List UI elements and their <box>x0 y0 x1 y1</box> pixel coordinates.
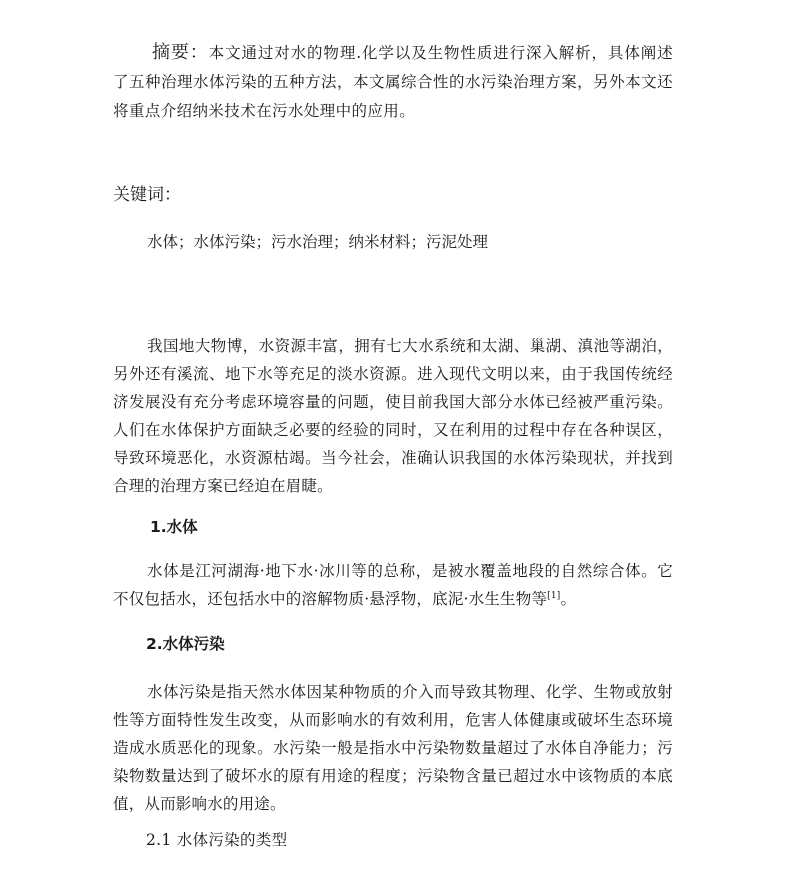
abstract-label: 摘要： <box>152 42 209 63</box>
water-body-paragraph <box>113 557 673 613</box>
keywords-list: 水体；水体污染；污水治理；纳米材料；污泥处理 <box>147 233 489 251</box>
water-body-text-end: 。 <box>560 590 577 608</box>
keywords-heading: 关键词： <box>113 185 181 205</box>
section-heading-water-pollution: 2.水体污染 <box>146 635 225 653</box>
subsection-heading-pollution-types: 2.1 水体污染的类型 <box>146 831 288 849</box>
abstract-text: 本文通过对水的物理.化学以及生物性质进行深入解析，具体阐述了五种治理水体污染的五种方法，本文属综合性的水污染治理方案，另外本文还将重点介绍纳米技术在污水处理中的应用。 <box>113 44 674 120</box>
water-body-text: 水体是江河湖海·地下水·冰川等的总称，是被水覆盖地段的自然综合体。它不仅包括水，还包括水中的溶解物质·悬浮物，底泥·水生生物等 <box>113 562 673 608</box>
water-pollution-paragraph: 水体污染是指天然水体因某种物质的介入而导致其物理、化学、生物或放射性等方面特性发生改变，从而影响水的有效利用，危害人体健康或破坏生态环境造成水质恶化的现象。水污染一般是指水中污染物数量超过了水体自净能力；污染物数量达到了破坏水的原有用途的程度；污染物含量已超过水中该物质的本底值，从而影响水的用途。 <box>113 683 673 813</box>
citation-ref: [1] <box>547 590 561 601</box>
abstract-paragraph <box>113 38 673 126</box>
section-heading-water-body: 1.水体 <box>150 518 198 536</box>
intro-paragraph: 我国地大物博，水资源丰富，拥有七大水系统和太湖、巢湖、滇池等湖泊，另外还有溪流、地下水等充足的淡水资源。进入现代文明以来，由于我国传统经济发展没有充分考虑环境容量的问题，使目前我国大部分水体已经被严重污染。人们在水体保护方面缺乏必要的经验的同时，又在利用的过程中存在各种误区，导致环境恶化，水资源枯竭。当今社会，准确认识我国的水体污染现状，并找到合理的治理方案已经迫在眉睫。 <box>113 337 673 495</box>
